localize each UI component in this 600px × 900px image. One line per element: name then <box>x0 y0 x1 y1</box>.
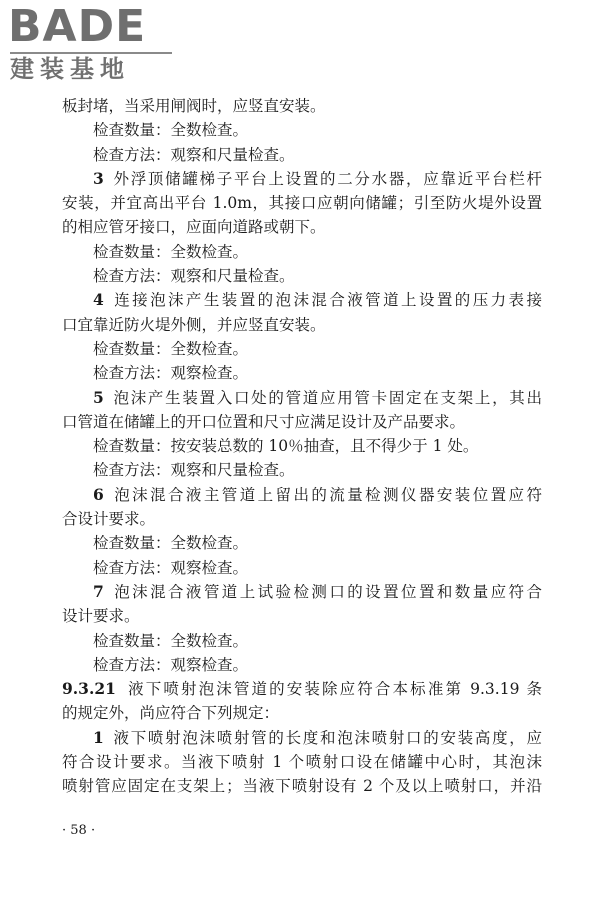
line-text: 的规定外，尚应符合下列规定： <box>62 704 280 723</box>
line-text: 检查数量：全数检查。 <box>93 242 249 261</box>
text-line <box>62 556 542 580</box>
item-number: 5 <box>93 387 104 407</box>
text-line <box>62 483 542 507</box>
line-text: 板封堵，当采用闸阀时，应竖直安装。 <box>62 97 326 115</box>
item-number: 3 <box>93 168 104 188</box>
line-text: 检查方法：观察检查。 <box>93 364 249 383</box>
logo-wordmark: BADE <box>8 1 147 52</box>
line-text: 液下喷射泡沫管道的安装除应符合本标准第 9.3.19 条 <box>125 680 542 699</box>
item-number: 6 <box>93 484 104 504</box>
text-line <box>62 604 542 628</box>
line-text: 检查数量：按安装总数的 10％抽查，且不得少于 1 处。 <box>93 437 479 456</box>
line-text: 检查方法：观察和尺量检查。 <box>93 461 295 480</box>
text-line <box>62 580 542 604</box>
text-line <box>62 629 542 653</box>
line-text: 连接泡沫产生装置的泡沫混合液管道上设置的压力表接 <box>111 291 542 310</box>
line-text: 检查数量：全数检查。 <box>93 121 249 140</box>
text-line <box>62 361 542 385</box>
text-line <box>62 337 542 361</box>
item-number: 4 <box>93 290 104 310</box>
line-text: 喷射管应固定在支架上；当液下喷射设有 2 个及以上喷射口，并沿 <box>62 777 542 796</box>
line-text: 检查方法：观察检查。 <box>93 655 249 674</box>
text-line <box>62 118 542 142</box>
clause-number: 9.3.21 <box>62 679 116 699</box>
text-line <box>62 215 542 239</box>
line-text: 的相应管牙接口，应面向道路或朝下。 <box>62 218 326 237</box>
line-text: 检查数量：全数检查。 <box>93 339 249 358</box>
text-line <box>62 774 542 798</box>
text-line <box>62 386 542 410</box>
line-text: 检查方法：观察和尺量检查。 <box>93 145 295 164</box>
watermark-logo <box>8 1 178 84</box>
line-text: 安装，并宜高出平台 1.0m，其接口应朝向储罐；引至防火堤外设置 <box>62 194 542 213</box>
text-line <box>62 726 542 750</box>
text-line <box>62 143 542 167</box>
line-text: 检查数量：全数检查。 <box>93 631 249 650</box>
text-line <box>62 167 542 191</box>
line-text: 检查方法：观察检查。 <box>93 558 249 577</box>
line-text: 口宜靠近防火堤外侧，并应竖直安装。 <box>62 315 326 334</box>
line-text: 外浮顶储罐梯子平台上设置的二分水器，应靠近平台栏杆 <box>111 169 542 188</box>
text-line <box>62 240 542 264</box>
text-line <box>62 410 542 434</box>
line-text: 合设计要求。 <box>62 510 156 529</box>
text-line <box>62 434 542 458</box>
logo-divider <box>10 52 172 54</box>
document-body <box>62 94 542 799</box>
text-line <box>62 264 542 288</box>
text-line <box>62 750 542 774</box>
text-line <box>62 507 542 531</box>
text-line <box>62 458 542 482</box>
text-line <box>62 531 542 555</box>
item-number: 1 <box>93 727 104 747</box>
text-line <box>62 288 542 312</box>
page-number: · 58 · <box>62 823 96 838</box>
text-line <box>62 653 542 677</box>
line-text: 检查数量：全数检查。 <box>93 534 249 553</box>
line-text: 口管道在储罐上的开口位置和尺寸应满足设计及产品要求。 <box>62 412 466 431</box>
line-text: 泡沫混合液主管道上留出的流量检测仪器安装位置应符 <box>111 485 542 504</box>
line-text: 设计要求。 <box>62 607 140 626</box>
line-text: 检查方法：观察和尺量检查。 <box>93 267 295 286</box>
line-text: 泡沫混合液管道上试验检测口的设置位置和数量应符合 <box>111 582 542 601</box>
logo-subtitle: 建装基地 <box>10 55 130 83</box>
text-line <box>62 94 542 118</box>
line-text: 液下喷射泡沫喷射管的长度和泡沫喷射口的安装高度，应 <box>111 728 542 747</box>
line-text: 泡沫产生装置入口处的管道应用管卡固定在支架上，其出 <box>111 388 542 407</box>
item-number: 7 <box>93 581 104 601</box>
line-text: 符合设计要求。当液下喷射 1 个喷射口设在储罐中心时，其泡沫 <box>62 753 542 772</box>
text-line <box>62 313 542 337</box>
text-line <box>62 701 542 725</box>
text-line <box>62 677 542 701</box>
text-line <box>62 191 542 215</box>
